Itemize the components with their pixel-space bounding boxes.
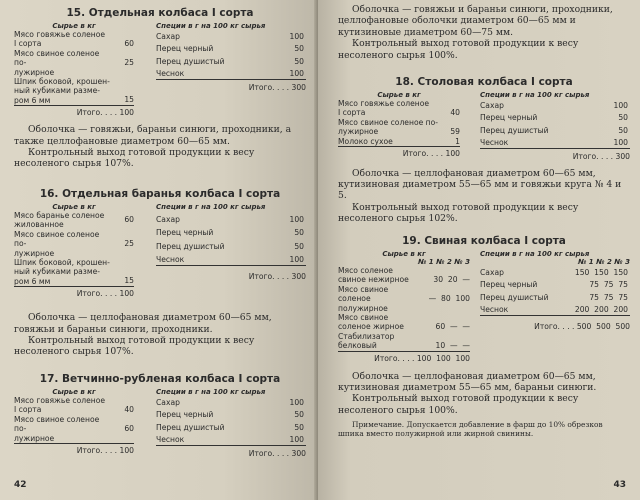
spice-header: Специи в г на 100 кг сырья [480,91,590,99]
raw-value: — 80 100 [428,293,470,303]
spice-value: 100 [289,32,304,41]
raw-value: 40 [124,405,134,414]
recipe-title: 17. Ветчинно-рубленая колбаса I сорта [39,373,281,385]
paragraph: Оболочка — целлофановая диаметром 60—65 мм, кутизиновая диаметром 55—65 мм, бараньи синюги. [338,370,597,394]
raw-name: Мясо свиное соленое по- лужирное [338,117,439,137]
raw-header: Сырье в кг [382,250,426,258]
spice-name: Перец душистый [156,56,225,66]
recipe-title: 19. Свиная колбаса I сорта [402,235,566,247]
raw-name: Молоко сухое [338,136,393,146]
spice-value: 75 75 75 [589,292,628,302]
paragraph: Контрольный выход готовой продукции к весу несоленого сырья 100%. [338,393,579,416]
paragraph: Оболочка — говяжьи, бараньи синюги, проходники, а также целлофановые диаметром 60—65 мм. [14,124,292,147]
spice-total: Итого. . . . 300 [248,271,306,281]
spice-name: Чеснок [156,255,185,265]
paragraph: Контрольный выход готовой продукции к весу несоленого сырья 100%. [338,38,579,61]
raw-header: Сырье в кг [52,388,96,396]
continued-text [338,4,630,61]
spice-table [156,388,306,458]
raw-name: Мясо говяжье соленое I сорта [338,99,430,118]
raw-value: 25 [124,238,134,248]
spice-name: Чеснок [156,69,185,79]
raw-header: Сырье в кг [377,91,421,99]
page-number: 42 [14,480,27,490]
spice-value: 100 [613,138,628,148]
raw-header: Сырье в кг [52,22,96,30]
spice-columns: № 1 № 2 № 3 [577,258,630,266]
spice-total: Итого. . . . 300 [248,82,306,92]
spice-table [480,250,630,363]
raw-name: Мясо свиное соленое жирное [338,313,404,332]
raw-columns: № 1 № 2 № 3 [417,258,470,266]
raw-value: 10 — — [435,340,470,350]
spice-value: 50 [294,422,304,432]
right-page [318,0,640,500]
paragraph: Оболочка — целлофановая диаметром 60—65 мм, говяжьи и бараньи синюги, проходники. [14,312,272,335]
raw-total: Итого. . . . 100 [402,149,460,159]
raw-value: 1 [455,136,460,146]
raw-header: Сырье в кг [52,203,96,211]
recipe-19 [338,235,630,438]
raw-value: 40 [450,108,460,117]
spice-value: 50 [294,228,304,238]
raw-name: Стабилизатор белковый [338,331,395,351]
raw-name: Мясо баранье соленое жилованное [14,211,105,230]
spice-name: Сахар [156,398,180,407]
spice-header: Специи в г на 100 кг сырья [156,388,266,396]
raw-value: 60 [124,39,134,48]
raw-value: 60 [124,423,134,433]
recipe-title: 18. Столовая колбаса I сорта [395,76,573,88]
raw-name: Шпик боковой, крошен- ный кубиками разме- ром 6 мм [14,77,110,105]
spice-name: Сахар [156,32,180,41]
spice-table [156,203,306,298]
raw-name: Мясо свиное соленое по- лужирное [14,414,100,443]
spice-name: Перец душистый [156,241,225,251]
note: Примечание. Допускается добавление в фарш до 10% обрезков шпика вместо полужирной или жирной свинины. [338,420,603,439]
recipe-16 [14,188,306,358]
raw-name: Мясо свиное соленое полужирное [338,284,389,313]
spice-name: Перец черный [156,410,214,420]
raw-value: 25 [124,57,134,67]
spice-name: Перец черный [480,280,538,290]
spice-name: Сахар [156,215,180,224]
left-page [0,0,318,500]
raw-value: 15 [124,276,134,286]
spice-value: 50 [294,410,304,420]
raw-name: Шпик боковой, крошен- ный кубиками разме- ром 6 мм [14,258,110,286]
raw-value: 30 20 — [433,275,470,284]
spice-total: Итого. . . . 500 500 500 [534,321,630,331]
recipe-title: 16. Отдельная баранья колбаса I сорта [39,188,281,200]
raw-name: Мясо свиное соленое по- лужирное [14,48,100,77]
spice-value: 100 [289,255,304,265]
paragraph: Контрольный выход готовой продукции к весу несоленого сырья 107%. [14,147,255,170]
paragraph: Контрольный выход готовой продукции к весу несоленого сырья 102%. [338,201,579,225]
spice-name: Чеснок [156,435,185,445]
raw-table [338,250,470,363]
raw-total: Итого. . . . 100 [76,289,134,299]
recipe-15 [14,7,306,170]
spice-name: Перец душистый [480,292,549,302]
spice-name: Перец душистый [480,125,549,135]
spice-name: Сахар [480,101,504,110]
raw-table [338,91,460,161]
paragraph: Контрольный выход готовой продукции к весу несоленого сырья 107%. [14,335,255,358]
raw-name: Мясо говяжье соленое I сорта [14,396,106,415]
spice-name: Чеснок [480,305,509,315]
spice-name: Сахар [480,268,504,277]
spice-value: 100 [289,398,304,407]
raw-total: Итого. . . . 100 [76,446,134,456]
recipe-17 [14,373,306,458]
paragraph: Оболочка — целлофановая диаметром 60—65 мм, кутизиновая диаметром 55—65 мм и говяжьи круга № 4 и 5. [338,167,622,202]
spice-value: 100 [613,101,628,110]
raw-name: Мясо говяжье соленое I сорта [14,30,106,49]
spice-name: Перец черный [480,113,538,123]
spice-value: 100 [289,435,304,445]
spice-value: 150 150 150 [574,268,628,277]
spice-name: Перец черный [156,228,214,238]
spice-value: 50 [618,125,628,135]
spice-total: Итого. . . . 300 [572,151,630,161]
raw-name: Мясо соленое свиное нежирное [338,266,409,285]
spice-total: Итого. . . . 300 [248,448,306,458]
page-number: 43 [613,480,626,490]
spice-value: 50 [618,113,628,123]
spice-header: Специи в г на 100 кг сырья [156,203,266,211]
paragraph: Оболочка — говяжьи и бараньи синюги, проходники, целлофановые оболочки диаметром 60—65 мм и кутизиновые диаметром 60—75 мм. [338,4,613,38]
spice-name: Перец душистый [156,422,225,432]
raw-total: Итого. . . . 100 100 100 [374,353,470,363]
raw-table [14,22,134,117]
spice-value: 50 [294,241,304,251]
spice-table [480,91,630,161]
raw-value: 15 [124,95,134,105]
spice-header: Специи в г на 100 кг сырья [480,250,590,258]
spice-value: 100 [289,215,304,224]
recipe-title: 15. Отдельная колбаса I сорта [66,7,254,19]
spice-name: Чеснок [480,138,509,148]
raw-table [14,388,134,458]
spice-name: Перец черный [156,44,214,54]
spice-header: Специи в г на 100 кг сырья [156,22,266,30]
spice-value: 100 [289,69,304,79]
spice-value: 50 [294,56,304,66]
raw-total: Итого. . . . 100 [76,108,134,118]
raw-value: 60 — — [435,322,470,332]
raw-value: 60 [124,215,134,224]
spice-value: 200 200 200 [574,305,628,315]
raw-name: Мясо свиное соленое по- лужирное [14,229,100,258]
spice-value: 50 [294,44,304,54]
recipe-18 [338,76,630,225]
raw-value: 59 [450,126,460,136]
spice-table [156,22,306,117]
raw-table [14,203,134,298]
spice-value: 75 75 75 [589,280,628,290]
